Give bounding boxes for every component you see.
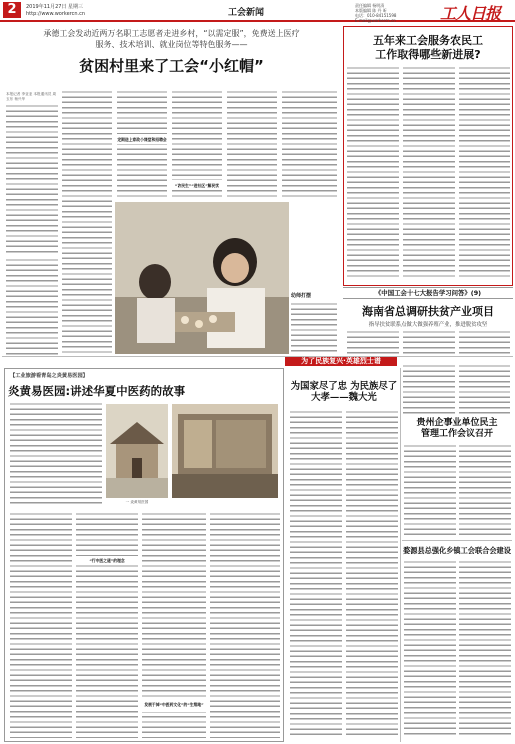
caption-text xyxy=(291,302,337,352)
lead-subtitle-line: 承德工会发动近两万名职工志愿者走进乡村，“以需定服”，免费送上医疗 xyxy=(43,29,300,38)
editor-line: E-mail@workercn.cn xyxy=(355,18,396,23)
divider xyxy=(2,356,513,357)
lead-byline: 本报记者 李亚亚 本报通讯员 周玉东 杨兴华 xyxy=(6,92,57,101)
editor-line: 责任编辑 杨明清 xyxy=(355,3,385,8)
lead-body-col xyxy=(117,90,167,198)
right-title-line: 工作取得哪些新进展? xyxy=(375,48,481,61)
feature-photo-2 xyxy=(172,404,278,498)
feature-headline: 炎黄易医园:讲述华夏中医药的故事 xyxy=(8,384,186,398)
feature-photo-caption: 一 炎黄易医园 xyxy=(125,500,149,504)
feature-photo-image xyxy=(106,404,168,498)
hainan-body-col xyxy=(347,330,399,354)
website-url[interactable]: http://www.workercn.cn xyxy=(26,11,86,17)
hainan-body-col xyxy=(403,330,455,354)
column-label: 【工业旅游看青岛之炎黄易医园】 xyxy=(10,373,88,379)
hero-headline: 为国家尽了忠 为民族尽了大孝——魏大光 xyxy=(290,381,398,403)
guizhou-headline xyxy=(402,418,512,440)
page-number: 2 xyxy=(3,2,21,18)
right-body-col xyxy=(347,66,399,280)
feature-subhead: “行中医之道”的理念 xyxy=(76,556,138,565)
wuyuan-body-col xyxy=(459,560,511,738)
feature-banner: 为了民族复兴·英雄烈士谱 xyxy=(285,357,397,366)
hainan-subtitle: 指导扶贫联系点做大做强养殖产业，推进脱贫攻坚 xyxy=(368,322,488,328)
newspaper-logo: 工人日报 xyxy=(440,4,501,23)
hainan-headline: 海南省总调研扶贫产业项目 xyxy=(362,305,494,318)
hainan-body-col xyxy=(459,364,510,414)
hero-body-col xyxy=(290,410,342,738)
lead-body-col xyxy=(6,104,58,254)
wuyuan-body-col xyxy=(404,560,456,738)
editor-line: 本版编辑 陈 丹 昕 xyxy=(355,8,387,13)
hainan-body-col xyxy=(459,330,510,354)
right-body-col xyxy=(403,66,455,280)
right-title-line: 五年来工会服务农民工 xyxy=(373,34,483,47)
feature-body-col xyxy=(10,512,72,738)
guizhou-body-col xyxy=(404,444,456,536)
hainan-body-col xyxy=(403,364,455,414)
right-story-title xyxy=(345,34,511,62)
lead-body-col xyxy=(6,258,58,356)
lead-subtitle-line: 服务、技术培训、就业岗位等特色服务—— xyxy=(95,40,248,49)
lead-photo-image xyxy=(115,202,289,354)
wuyuan-headline: 婺源县总强化乡镇工会联合会建设 xyxy=(403,546,511,555)
lead-photo xyxy=(115,202,289,354)
feature-subhead: 发展于掉“中医药文化”的“生翔地” xyxy=(142,700,206,712)
feature-body-col xyxy=(210,512,280,738)
editor-info xyxy=(355,3,396,23)
photo-caption: 幼师打摆 xyxy=(291,293,312,299)
lead-headline: 贫困村里来了工会“小红帽” xyxy=(79,57,264,75)
lead-body-col xyxy=(62,90,112,356)
editor-line: 电话：010-84151598 xyxy=(355,13,397,18)
feature-body-col xyxy=(10,402,102,506)
date-line xyxy=(26,4,85,18)
feature-photo xyxy=(106,404,168,498)
issue-date: 2019年11月27日 星期三 xyxy=(26,4,84,10)
hero-body-col xyxy=(346,410,398,738)
lead-body-col xyxy=(227,90,277,198)
guizhou-body-col xyxy=(459,444,511,536)
guizhou-title-line: 管理工作会议召开 xyxy=(420,429,493,439)
report-banner: 《中国工会十七大报告学习问答》(9) xyxy=(343,287,513,299)
sub-headline: “访民生”“进社区”解民忧 xyxy=(172,180,222,190)
lead-subtitle xyxy=(4,28,339,50)
sub-headline: 定期送上家政小课堂和招聘会 xyxy=(117,134,167,144)
guizhou-title-line: 贵州企事业单位民主 xyxy=(416,418,498,428)
feature-photo-2-image xyxy=(172,404,278,498)
section-title: 工会新闻 xyxy=(228,8,265,18)
divider xyxy=(402,540,512,541)
divider xyxy=(400,368,401,742)
lead-body-col xyxy=(282,90,337,198)
right-body-col xyxy=(459,66,510,280)
feature-body-col xyxy=(76,512,138,738)
